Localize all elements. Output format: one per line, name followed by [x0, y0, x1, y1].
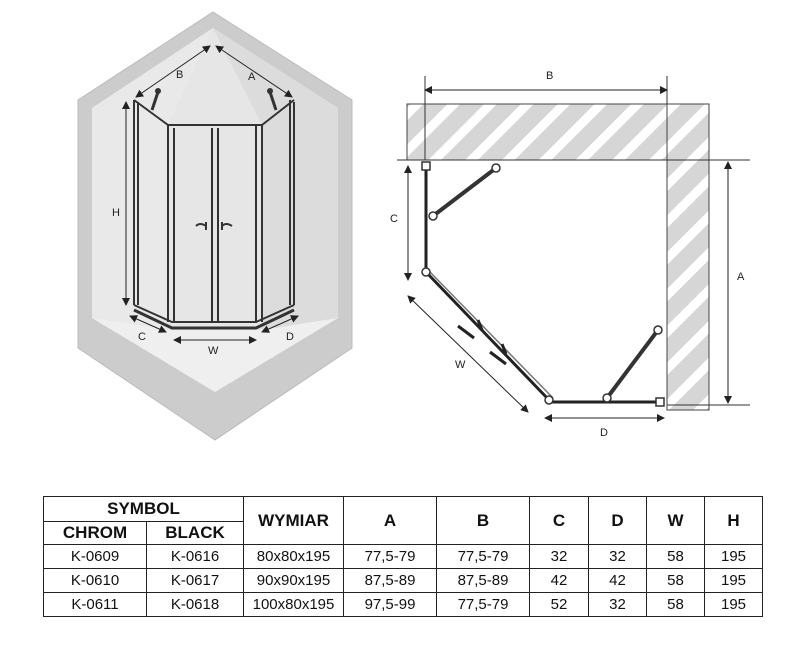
cell-black: K-0616 — [147, 545, 244, 569]
cell-w: 58 — [647, 569, 705, 593]
plan-label-c: C — [390, 213, 398, 225]
cell-wymiar: 90x90x195 — [244, 569, 344, 593]
cell-a: 77,5-79 — [344, 545, 437, 569]
table-header-row — [44, 497, 763, 522]
cell-h: 195 — [705, 545, 763, 569]
cell-chrom: K-0609 — [44, 545, 147, 569]
plan-label-b: B — [546, 70, 554, 82]
cell-chrom: K-0610 — [44, 569, 147, 593]
cell-wymiar: 80x80x195 — [244, 545, 344, 569]
cell-c: 42 — [530, 569, 589, 593]
cell-h: 195 — [705, 593, 763, 617]
cell-d: 32 — [589, 593, 647, 617]
plan-label-d: D — [600, 427, 608, 439]
iso-label-w: W — [208, 345, 219, 357]
cell-c: 32 — [530, 545, 589, 569]
table-row — [44, 545, 763, 569]
cell-b: 87,5-89 — [437, 569, 530, 593]
col-header-h: H — [705, 497, 763, 545]
plan-label-a: A — [737, 271, 745, 283]
plan-label-w: W — [455, 359, 466, 371]
symbol-header: SYMBOL — [44, 497, 244, 522]
cell-a: 97,5-99 — [344, 593, 437, 617]
cell-d: 42 — [589, 569, 647, 593]
cell-w: 58 — [647, 593, 705, 617]
cell-w: 58 — [647, 545, 705, 569]
plan-support-arms — [433, 168, 658, 398]
cell-c: 52 — [530, 593, 589, 617]
col-header-a: A — [344, 497, 437, 545]
cell-b: 77,5-79 — [437, 593, 530, 617]
iso-label-c: C — [138, 331, 146, 343]
col-header-d: D — [589, 497, 647, 545]
table-row — [44, 569, 763, 593]
table-row — [44, 593, 763, 617]
iso-label-b: B — [176, 69, 184, 81]
col-header-wymiar: WYMIAR — [244, 497, 344, 545]
spec-table — [43, 496, 763, 617]
iso-label-d: D — [286, 331, 294, 343]
cell-d: 32 — [589, 545, 647, 569]
cell-b: 77,5-79 — [437, 545, 530, 569]
cell-a: 87,5-89 — [344, 569, 437, 593]
isometric-view — [78, 12, 352, 440]
col-header-b: B — [437, 497, 530, 545]
cell-wymiar: 100x80x195 — [244, 593, 344, 617]
cell-black: K-0617 — [147, 569, 244, 593]
cell-chrom: K-0611 — [44, 593, 147, 617]
iso-label-a: A — [248, 71, 256, 83]
cell-h: 195 — [705, 569, 763, 593]
cell-black: K-0618 — [147, 593, 244, 617]
chrom-header: CHROM — [44, 522, 147, 545]
iso-label-h: H — [112, 207, 120, 219]
col-header-c: C — [530, 497, 589, 545]
black-header: BLACK — [147, 522, 244, 545]
col-header-w: W — [647, 497, 705, 545]
plan-view — [390, 70, 750, 439]
